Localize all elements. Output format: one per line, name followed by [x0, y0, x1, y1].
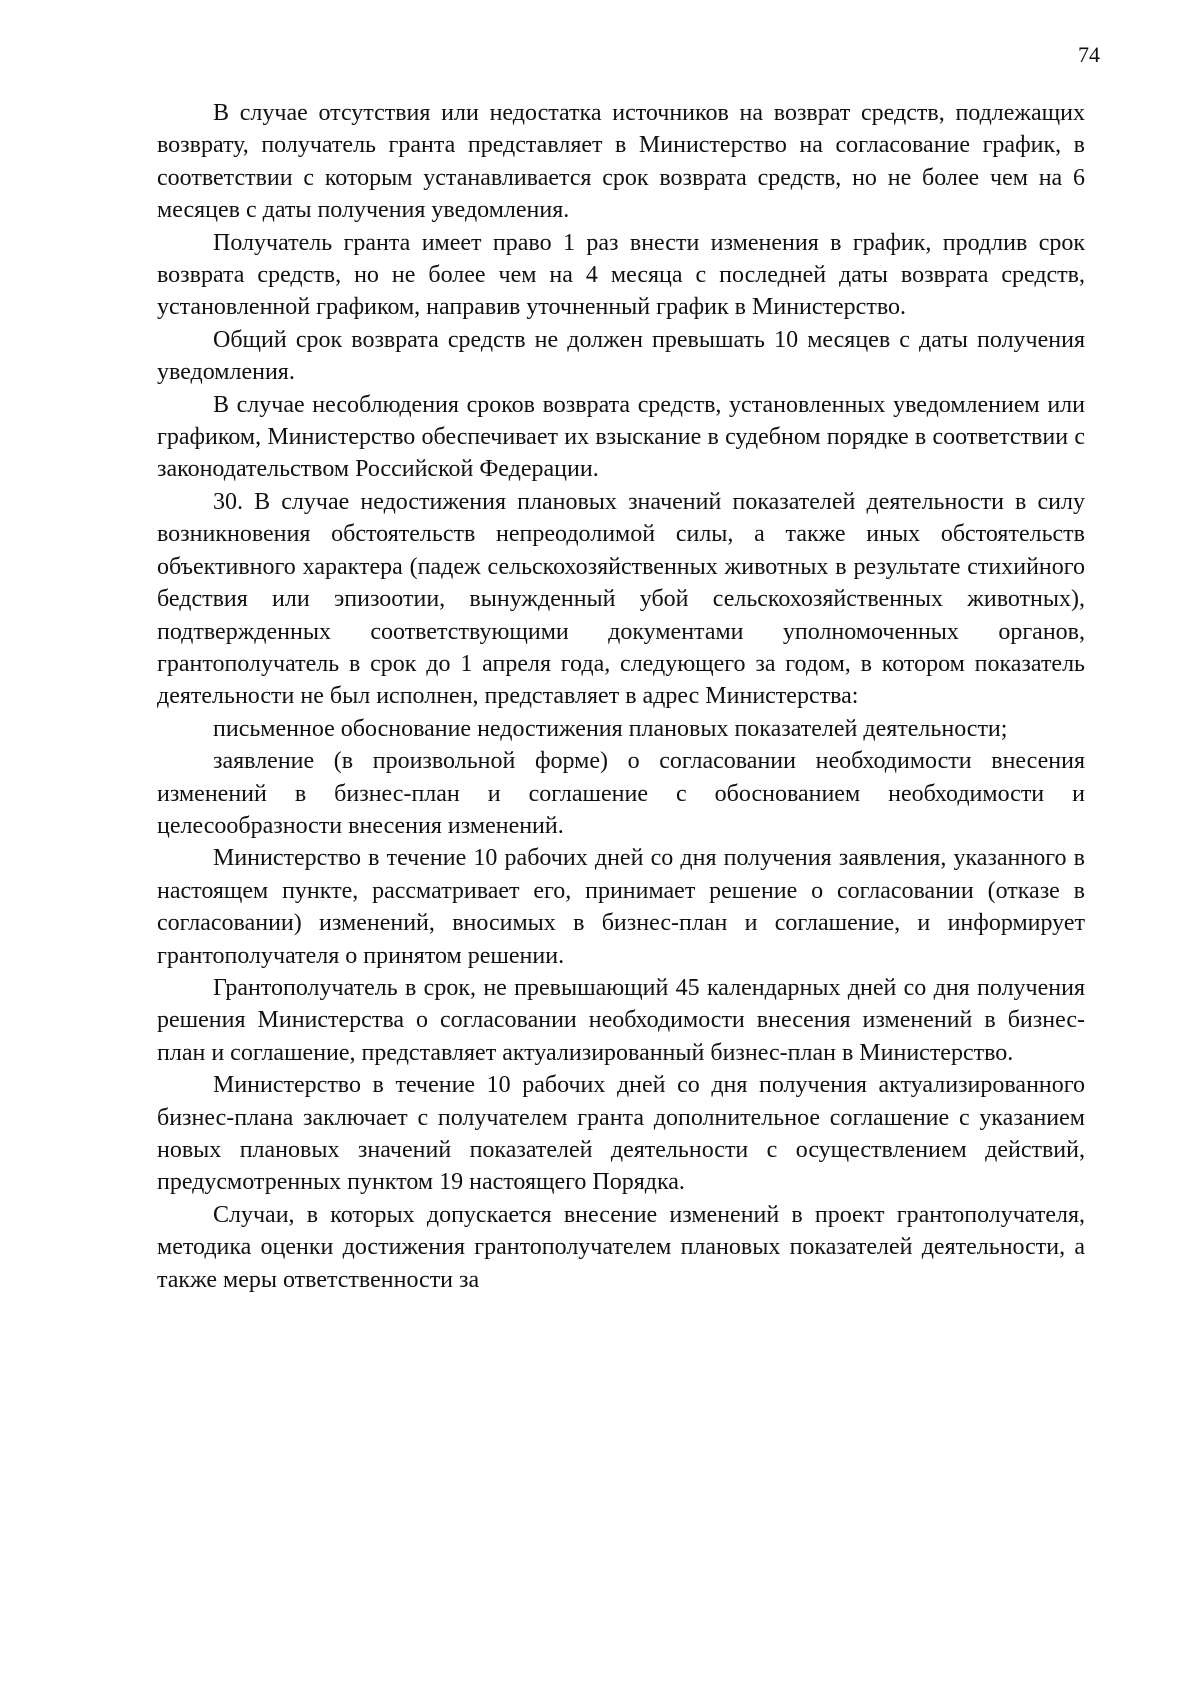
paragraph-item-30: 30. В случае недостижения плановых значений показателей деятельности в силу возникновения обстоятельств непреодолимой силы, а также иных обстоятельств объективного характера (падеж сельскохозяйственных животных в результате стихийного бедствия или эпизоотии, вынужденный убой сельскохозяйственных животных), подтвержденных соответствующими документами уполномоченных органов, грантополучатель в срок до 1 апреля года, следующего за годом, в котором показатель деятельности не был исполнен, представляет в адрес Министерства:: [157, 488, 1085, 710]
paragraph-updated-business-plan: Грантополучатель в срок, не превышающий 45 календарных дней со дня получения решения Министерства о согласовании необходимости внесения изменений в бизнес-план и соглашение, представляет актуализированный бизнес-план в Министерство.: [157, 974, 1085, 1066]
page-number: 74: [1078, 42, 1100, 67]
document-body: [157, 97, 1085, 1296]
paragraph-return-schedule: В случае отсутствия или недостатка источников на возврат средств, подлежащих возврату, получатель гранта представляет в Министерство на согласование график, в соответствии с которым устанавливается срок возврата средств, но не более чем на 6 месяцев с даты получения уведомления.: [157, 100, 1085, 224]
list-item-application: заявление (в произвольной форме) о согласовании необходимости внесения изменений в бизнес-план и соглашение с обоснованием необходимости и целесообразности внесения изменений.: [157, 748, 1085, 839]
paragraph-schedule-change: Получатель гранта имеет право 1 раз внести изменения в график, продлив срок возврата средств, но не более чем на 4 месяца с последней даты возврата средств, установленной графиком, направив уточненный график в Министерство.: [157, 229, 1085, 321]
paragraph-ministry-review: Министерство в течение 10 рабочих дней со дня получения заявления, указанного в настоящем пункте, рассматривает его, принимает решение о согласовании (отказе в согласовании) изменений, вносимых в бизнес-план и соглашение, и информирует грантополучателя о принятом решении.: [157, 845, 1085, 969]
paragraph-total-term: Общий срок возврата средств не должен превышать 10 месяцев с даты получения уведомления.: [157, 326, 1085, 386]
list-item-written-justification: письменное обоснование недостижения плановых показателей деятельности;: [213, 715, 1008, 742]
paragraph-additional-agreement: Министерство в течение 10 рабочих дней со дня получения актуализированного бизнес-плана заключает с получателем гранта дополнительное соглашение с указанием новых плановых значений показателей деятельности с осуществлением действий, предусмотренных пунктом 19 настоящего Порядка.: [157, 1072, 1085, 1196]
paragraph-cases: Случаи, в которых допускается внесение изменений в проект грантополучателя, методика оценки достижения грантополучателем плановых показателей деятельности, а также меры ответственности за: [157, 1201, 1085, 1293]
paragraph-court-recovery: В случае несоблюдения сроков возврата средств, установленных уведомлением или графиком, Министерство обеспечивает их взыскание в судебном порядке в соответствии с законодательством Российской Федерации.: [157, 391, 1085, 483]
